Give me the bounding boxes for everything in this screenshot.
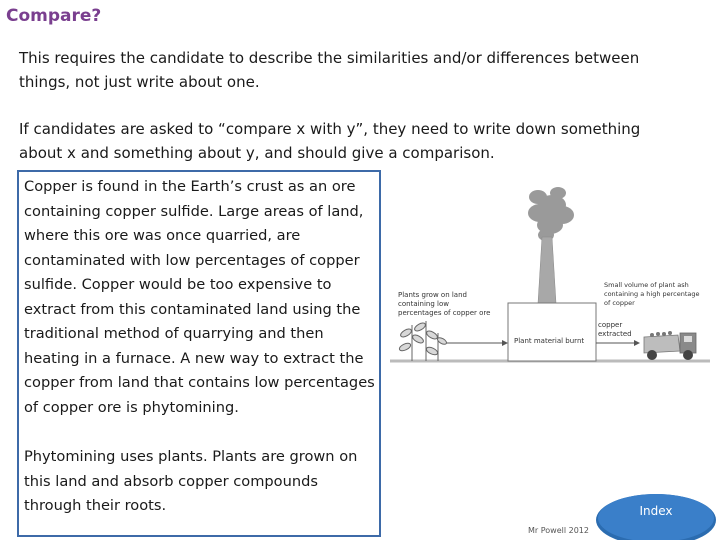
copper-text-box [17, 170, 381, 537]
label-copper-2: extracted [598, 330, 632, 338]
arrow-head-burner [502, 340, 508, 346]
label-ash-1: Small volume of plant ash [604, 281, 689, 289]
author-credit: Mr Powell 2012 [528, 526, 589, 535]
phytomining-diagram [390, 175, 710, 375]
truck-illustration [644, 331, 696, 360]
plants-illustration [398, 321, 447, 361]
label-copper-1: copper [598, 321, 623, 329]
chimney [538, 237, 556, 303]
smoke-cloud [528, 187, 574, 241]
label-plants-3: percentages of copper ore [398, 309, 491, 317]
burner-building [508, 303, 596, 361]
index-button[interactable] [596, 494, 716, 540]
label-plants-1: Plants grow on land [398, 291, 467, 299]
label-plants-2: containing low [398, 300, 449, 308]
definition-paragraph: This requires the candidate to describe the similarities and/or differences between things, not just write about one. [19, 49, 640, 91]
copper-extraction-paragraph: Copper is found in the Earth’s crust as an ore containing copper sulfide. Large areas of land, where this ore was once quarried, are contaminated with low percentages of copper sulfide. Copper would be too expensive to extract from this contaminated land using the traditional method of quarrying and then heating in a furnace. A new way to extract the copper from land that contains low percentages of copper ore is phytomining. [24, 178, 375, 416]
label-burnt: Plant material burnt [514, 337, 585, 345]
phytomining-paragraph: Phytomining uses plants. Plants are grown on this land and absorb copper compounds through their roots. [24, 448, 358, 514]
arrow-head-truck [634, 340, 640, 346]
slide-title: Compare? [6, 6, 102, 26]
compare-guidance-paragraph: If candidates are asked to “compare x with y”, they need to write down something about x and something about y, and should give a comparison. [19, 120, 641, 162]
label-ash-2: containing a high percentage [604, 290, 700, 298]
label-ash-3: of copper [604, 299, 635, 307]
index-button-label: Index [639, 504, 673, 518]
